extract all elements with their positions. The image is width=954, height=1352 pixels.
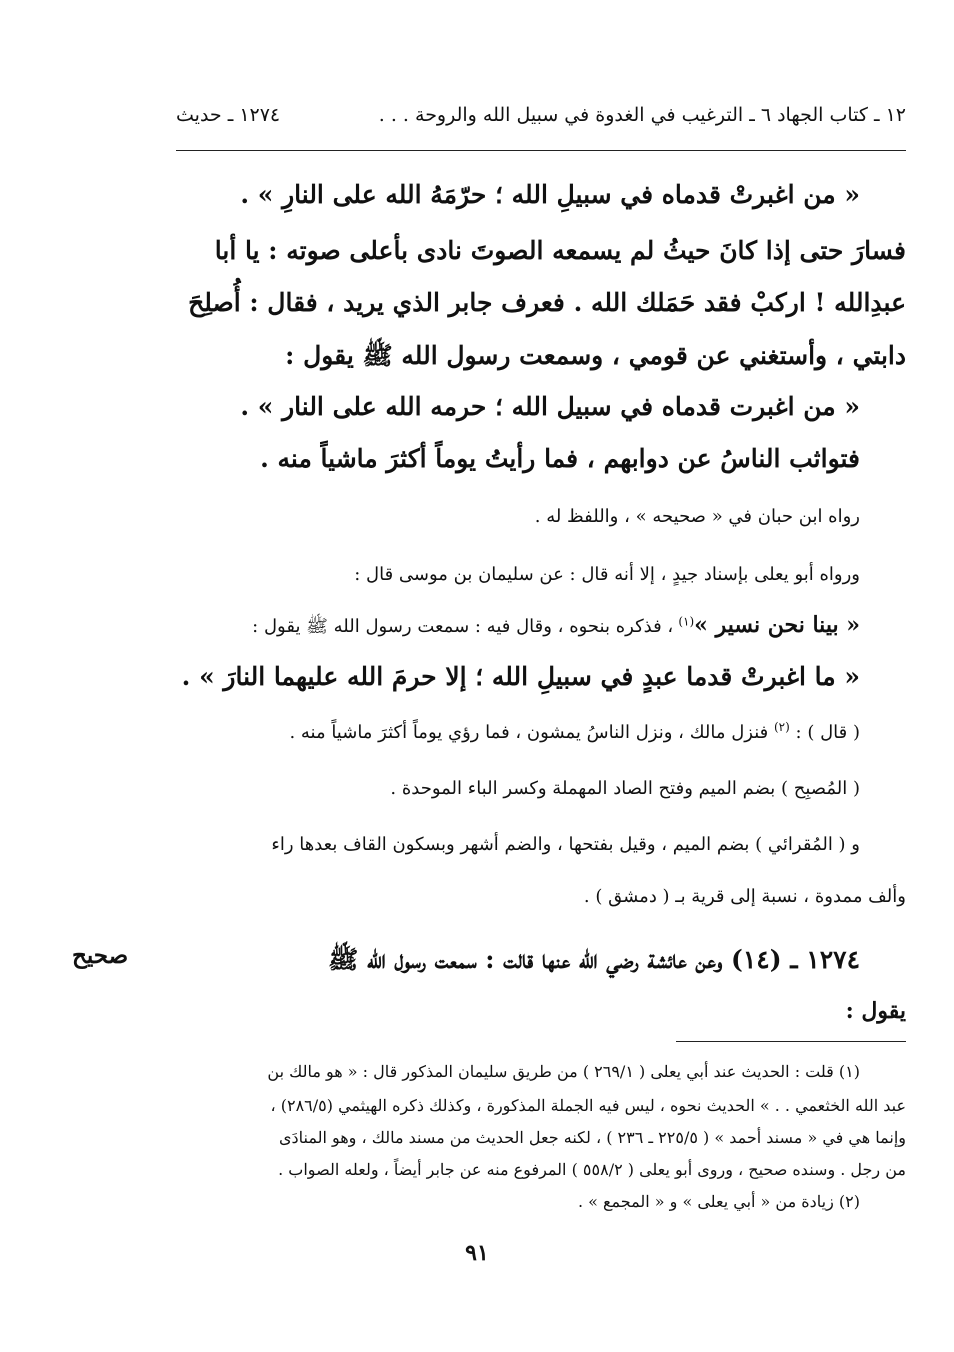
- narration-line: [252, 612, 860, 641]
- narration-line: [289, 720, 860, 743]
- narration-rest: فنزل مالك ، ونزل الناسُ يمشون ، فما رؤي يوماً أكثرَ ماشياً منه .: [289, 722, 769, 743]
- hadith-text-line: يقول :: [845, 998, 906, 1024]
- attribution-line: ورواه أبو يعلى بإسناد جيدٍ ، إلا أنه قال : عن سليمان بن موسى قال :: [354, 564, 860, 585]
- gloss-line: ( المُصبِح ) بضم الميم وفتح الصاد المهملة وكسر الباء الموحدة .: [390, 778, 860, 799]
- narration-start: ( قال ) :: [795, 722, 860, 743]
- hadith-text-line: « ما اغبرتْ قدما عبدٍ في سبيلِ الله ؛ إلا حرمَ الله عليهما النارَ » .: [181, 662, 860, 691]
- footnote-line: عبد الله الخثعمي . . » الحديث نحوه ، ليس فيه الجملة المذكورة ، وكذلك ذكره الهيثمي (٢٨٦/٥) ،: [270, 1096, 906, 1115]
- hadith-text-line: « من اغبرتْ قدماه في سبيلِ الله ؛ حرّمَهُ الله على النارِ » .: [240, 180, 860, 209]
- gloss-line: وألف ممدوة ، نسبة إلى قرية بـ ( دمشق ) .: [583, 886, 906, 907]
- footnote-line: (١) قلت : الحديث عند أبي يعلى ( ٢٦٩/١ ) من طريق سليمان المذكور قال : « هو مالك بن: [267, 1062, 860, 1081]
- page-number: ٩١: [465, 1240, 489, 1266]
- footnote-marker: (١): [678, 614, 695, 629]
- footnote-line: وإنما هي في « مسند أحمد » ( ٢٢٥/٥ ـ ٢٣٦ ) ، لكنه جعل الحديث من مسند مالك ، وهو المنادَى: [278, 1128, 906, 1147]
- footnote-line: من رجل . وسنده صحيح ، وروى أبو يعلى ( ٥٥٨/٢ ) المرفوع منه عن جابر أيضاً ، ولعله الصواب .: [278, 1160, 906, 1179]
- hadith-text-line: فتواثب الناسُ عن دوابهم ، فما رأيتُ يوماً أكثرَ ماشياً منه .: [260, 444, 860, 473]
- gloss-line: و ( المُقرائي ) بضم الميم ، وقيل بفتحها ، والضم أشهر وبسكون القاف بعدها راء: [271, 834, 860, 855]
- footnote-line: (٢) زيادة من « أبي يعلى » و « المجمع » .: [577, 1192, 860, 1211]
- header-divider: [176, 150, 906, 151]
- hadith-text-line: دابتي ، وأستغني عن قومي ، وسمعت رسول الله ﷺ يقول :: [285, 341, 906, 370]
- footnote-marker: (٢): [773, 720, 790, 734]
- hadith-text-line: عبدِالله ! اركبْ فقد حَمَلك الله . فعرف جابر الذي يريد ، فقال : أُصلِحَ: [188, 288, 906, 317]
- footnote-divider: [676, 1041, 906, 1042]
- hadith-heading: ١٢٧٤ ـ (١٤) وعن عائشة رضي الله عنها قالت : سمعت رسول الله ﷺ: [328, 945, 860, 974]
- attribution-line: رواه ابن حبان في « صحيحه » ، واللفظ له .: [534, 506, 860, 527]
- narration-rest: ، فذكره بنحوه ، وقال فيه : سمعت رسول الله ﷺ يقول :: [252, 616, 674, 637]
- hadith-text-line: فسارَ حتى إذا كانَ حيثُ لم يسمعه الصوتَ نادى بأعلى صوته : يا أبا: [214, 236, 906, 265]
- hadith-text-line: « من اغبرت قدماه في سبيل الله ؛ حرمه الله على النار » .: [240, 392, 860, 421]
- grade-label: صحيح: [72, 942, 129, 969]
- running-header-title: ١٢ ـ كتاب الجهاد ٦ ـ الترغيب في الغدوة في سبيل الله والروحة . . .: [378, 104, 906, 126]
- quoted-phrase: « بينا نحن نسير »: [694, 612, 860, 638]
- running-header-hadith-number: ١٢٧٤ ـ حديث: [176, 104, 281, 126]
